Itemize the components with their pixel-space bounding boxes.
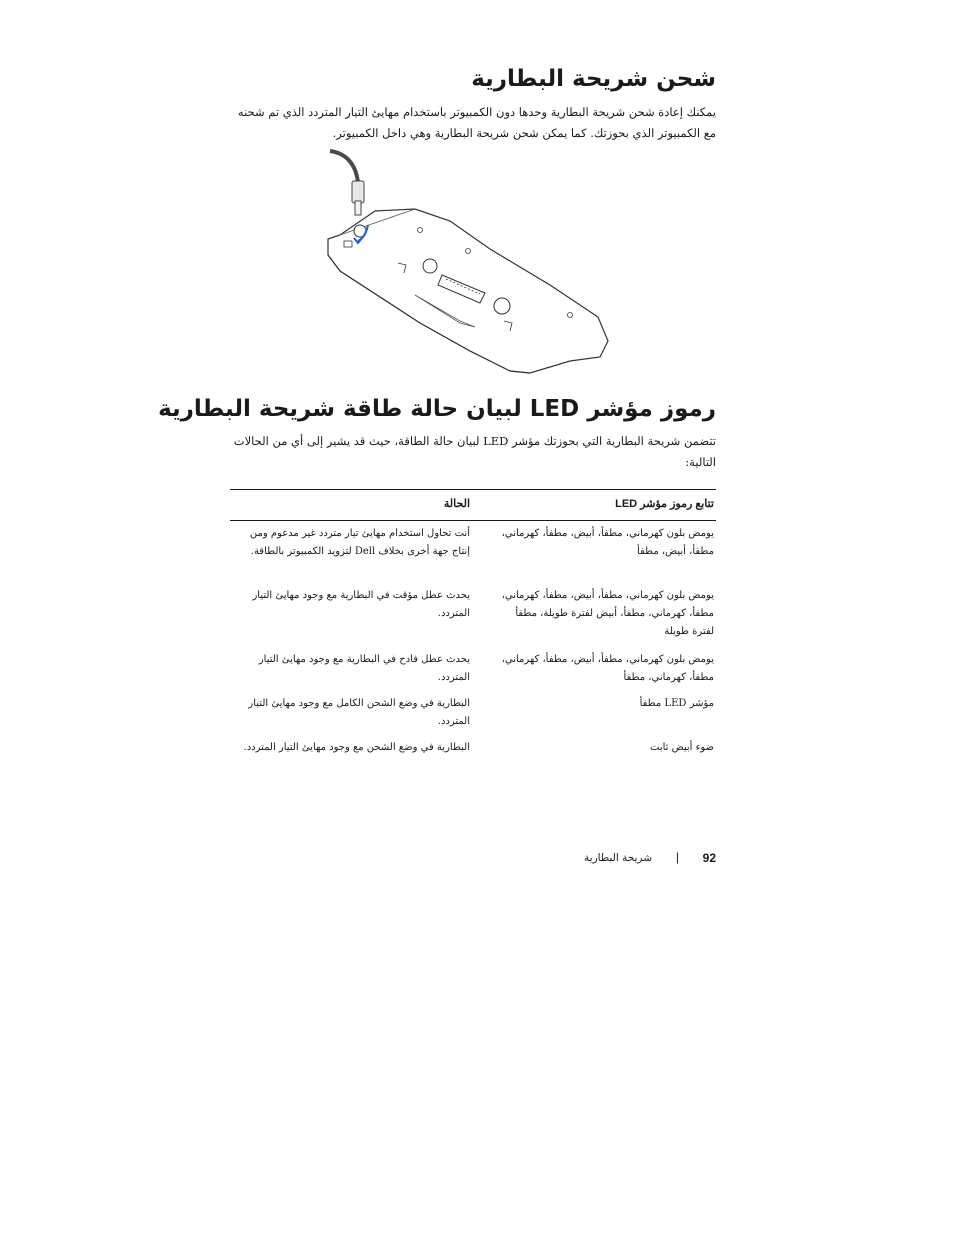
led-sequence-cell: ضوء أبيض ثابت: [650, 742, 714, 753]
header-led-sequence: تتابع رموز مؤشر LED: [615, 498, 714, 510]
page-number: 92: [702, 851, 716, 865]
led-sequence-cell: مؤشر LED مطفأ: [639, 698, 714, 709]
state-cell: البطارية في وضع الشحن الكامل مع وجود مهايئ التيار المتردد.: [248, 698, 470, 727]
state-cell: يحدث عطل فادح في البطارية مع وجود مهايئ التيار المتردد.: [258, 654, 470, 683]
intro-paragraph: يمكنك إعادة شحن شريحة البطارية وحدها دون الكمبيوتر باستخدام مهايئ التيار المتردد الذي تم شحنه مع الكمبيوتر الذي بحوزتك. كما يمكن شحن شريحة البطارية وهي داخل الكمبيوتر.: [237, 105, 716, 140]
led-sequence-cell: يومض بلون كهرماني، مطفأ، أبيض، مطفأ، كهرماني، مطفأ، كهرماني، مطفأ، أبيض لفترة طويلة، مطفأ لفترة طويلة: [501, 590, 714, 637]
table-top-rule: [230, 489, 716, 490]
state-cell: أنت تحاول استخدام مهايئ تيار متردد غير مدعوم ومن إنتاج جهة أخرى بخلاف Dell لتزويد الكمبيوتر بالطاقة.: [249, 528, 470, 557]
connector-plug-icon: [355, 201, 361, 215]
led-indicator-icon: [344, 241, 352, 247]
led-intro-paragraph: تتضمن شريحة البطارية التي بحوزتك مؤشر LED لبيان حالة الطاقة، حيث قد يشير إلى أي من الحالات التالية:: [233, 434, 716, 469]
page-title: شحن شريحة البطارية: [471, 66, 716, 92]
led-sequence-cell: يومض بلون كهرماني، مطفأ، أبيض، مطفأ، كهرماني، مطفأ، كهرماني، مطفأ: [501, 654, 714, 683]
led-section-title: رموز مؤشر LED لبيان حالة طاقة شريحة البطارية: [158, 396, 716, 422]
footer-separator: |: [675, 850, 679, 864]
state-cell: يحدث عطل مؤقت في البطارية مع وجود مهايئ التيار المتردد.: [252, 590, 470, 619]
led-sequence-cell: يومض بلون كهرماني، مطفأ، أبيض، مطفأ، كهرماني، مطفأ، أبيض، مطفأ: [501, 528, 714, 557]
battery-slice-charging-icon: [320, 145, 620, 385]
table-header-rule: [230, 520, 716, 521]
page-footer: [416, 851, 716, 867]
footer-section-name: شريحة البطارية: [584, 852, 652, 864]
battery-slice-illustration: [320, 145, 620, 385]
ac-cable-icon: [330, 151, 358, 183]
state-cell: البطارية في وضع الشحن مع وجود مهايئ التيار المتردد.: [243, 742, 470, 753]
header-state: الحالة: [443, 498, 470, 510]
